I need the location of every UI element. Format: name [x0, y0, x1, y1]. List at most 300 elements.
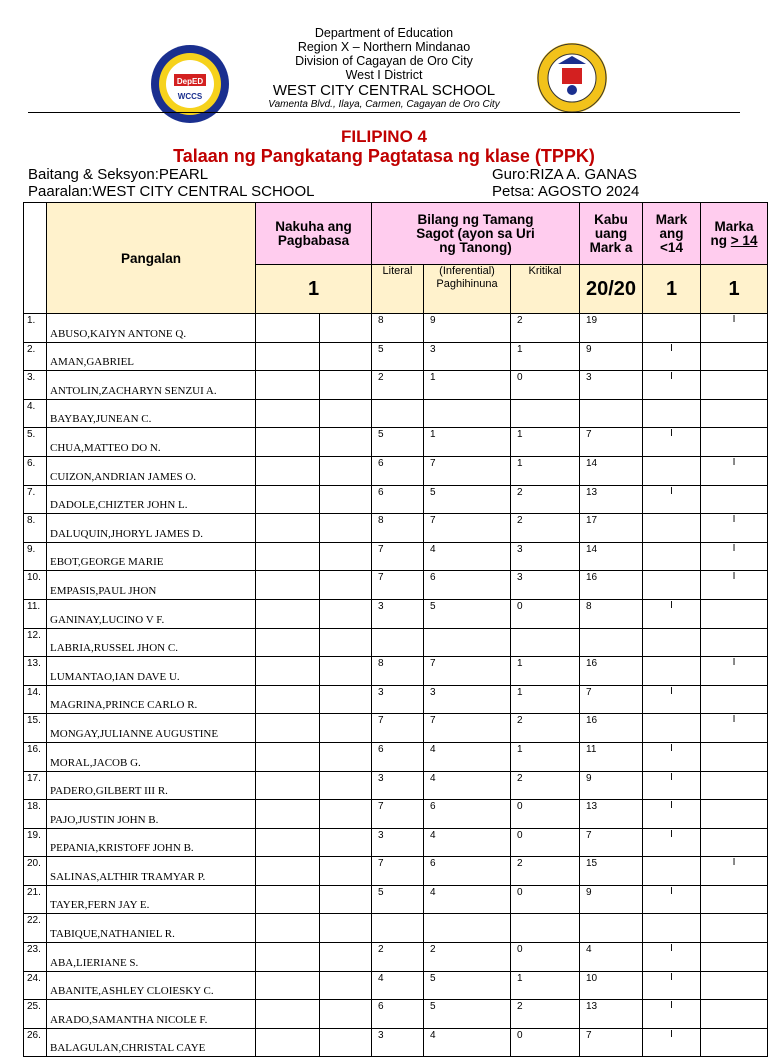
student-name: MAGRINA,PRINCE CARLO R.: [47, 685, 256, 714]
total-score: 7: [580, 428, 643, 457]
literal-score: 6: [372, 485, 424, 514]
inferential-score: 7: [424, 714, 511, 743]
total-score: [580, 399, 643, 428]
kritikal-score: 1: [511, 971, 580, 1000]
nakuha-cell-b: [320, 571, 372, 600]
mark-high-tick: [701, 428, 768, 457]
header-bilang: Bilang ng Tamang Sagot (ayon sa Uri ng Tanong): [372, 203, 580, 265]
literal-score: 7: [372, 542, 424, 571]
table-row: [24, 971, 768, 1000]
kritikal-score: 1: [511, 742, 580, 771]
table-row: [24, 571, 768, 600]
row-number: 20.: [24, 857, 47, 886]
literal-score: 3: [372, 685, 424, 714]
mark-high-tick: I: [701, 542, 768, 571]
nakuha-cell-a: [256, 456, 320, 485]
row-number: 3.: [24, 371, 47, 400]
mark-high-tick: [701, 628, 768, 657]
total-score: 11: [580, 742, 643, 771]
nakuha-cell-a: [256, 428, 320, 457]
table-row: [24, 456, 768, 485]
table-row: [24, 828, 768, 857]
kritikal-score: 1: [511, 657, 580, 686]
literal-score: 8: [372, 514, 424, 543]
mark-low-tick: [643, 628, 701, 657]
mark-high-tick: [701, 371, 768, 400]
mark-high-tick: [701, 885, 768, 914]
literal-score: 7: [372, 800, 424, 829]
total-score: 9: [580, 885, 643, 914]
kritikal-score: 2: [511, 485, 580, 514]
inferential-score: 5: [424, 1000, 511, 1029]
row-number: 19.: [24, 828, 47, 857]
student-name: TAYER,FERN JAY E.: [47, 885, 256, 914]
student-name: CHUA,MATTEO DO N.: [47, 428, 256, 457]
literal-score: 7: [372, 571, 424, 600]
kritikal-score: [511, 914, 580, 943]
table-row: [24, 943, 768, 972]
row-number: 7.: [24, 485, 47, 514]
inferential-score: [424, 914, 511, 943]
kritikal-score: 0: [511, 885, 580, 914]
student-name: TABIQUE,NATHANIEL R.: [47, 914, 256, 943]
nakuha-cell-a: [256, 885, 320, 914]
row-number: 11.: [24, 599, 47, 628]
header-kabuuan: Kabu uang Mark a: [580, 203, 643, 265]
nakuha-cell-a: [256, 857, 320, 886]
student-name: ARADO,SAMANTHA NICOLE F.: [47, 1000, 256, 1029]
student-name: AMAN,GABRIEL: [47, 342, 256, 371]
header-division: Division of Cagayan de Oro City: [295, 54, 473, 68]
mark-high-tick: I: [701, 514, 768, 543]
mark-low-tick: I: [643, 771, 701, 800]
inferential-score: 2: [424, 943, 511, 972]
mark-high-tick: I: [701, 857, 768, 886]
inferential-score: [424, 399, 511, 428]
row-number: 2.: [24, 342, 47, 371]
nakuha-cell-a: [256, 342, 320, 371]
mark-low-tick: I: [643, 943, 701, 972]
literal-score: 3: [372, 828, 424, 857]
total-score: 7: [580, 828, 643, 857]
nakuha-cell-a: [256, 685, 320, 714]
nakuha-cell-b: [320, 828, 372, 857]
kritikal-score: 0: [511, 800, 580, 829]
inferential-score: 3: [424, 342, 511, 371]
table-row: [24, 714, 768, 743]
mark-high-value: 1: [701, 265, 768, 314]
student-name: PAJO,JUSTIN JOHN B.: [47, 800, 256, 829]
row-number: 24.: [24, 971, 47, 1000]
nakuha-cell-a: [256, 571, 320, 600]
kritikal-score: 2: [511, 771, 580, 800]
nakuha-cell-a: [256, 914, 320, 943]
table-row: [24, 371, 768, 400]
table-row: [24, 657, 768, 686]
mark-low-tick: I: [643, 371, 701, 400]
nakuha-cell-a: [256, 628, 320, 657]
deped-seal-logo: [536, 42, 608, 114]
row-number: 17.: [24, 771, 47, 800]
total-score: 16: [580, 714, 643, 743]
total-score: 7: [580, 685, 643, 714]
mark-low-value: 1: [643, 265, 701, 314]
mark-low-tick: I: [643, 1000, 701, 1029]
sub-literal: Literal: [372, 265, 424, 314]
header-district: West I District: [345, 68, 423, 82]
total-score: 4: [580, 943, 643, 972]
inferential-score: 6: [424, 571, 511, 600]
nakuha-cell-b: [320, 771, 372, 800]
inferential-score: 3: [424, 685, 511, 714]
mark-high-tick: I: [701, 657, 768, 686]
table-row: [24, 742, 768, 771]
mark-low-tick: [643, 857, 701, 886]
table-row: [24, 914, 768, 943]
mark-low-tick: I: [643, 1028, 701, 1057]
table-row: [24, 1000, 768, 1029]
student-name: ANTOLIN,ZACHARYN SENZUI A.: [47, 371, 256, 400]
row-number: 5.: [24, 428, 47, 457]
nakuha-cell-a: [256, 314, 320, 343]
nakuha-cell-b: [320, 514, 372, 543]
mark-high-tick: [701, 342, 768, 371]
nakuha-cell-b: [320, 914, 372, 943]
total-score: 14: [580, 456, 643, 485]
nakuha-cell-b: [320, 742, 372, 771]
mark-low-tick: I: [643, 971, 701, 1000]
kritikal-score: 2: [511, 714, 580, 743]
table-row: [24, 1028, 768, 1057]
student-name: BAYBAY,JUNEAN C.: [47, 399, 256, 428]
mark-high-tick: [701, 971, 768, 1000]
kritikal-score: [511, 399, 580, 428]
mark-high-tick: [701, 771, 768, 800]
mark-high-tick: I: [701, 456, 768, 485]
header-region: Region X – Northern Mindanao: [297, 40, 471, 54]
nakuha-cell-a: [256, 800, 320, 829]
row-number: 13.: [24, 657, 47, 686]
mark-low-tick: [643, 571, 701, 600]
assessment-table: [23, 202, 768, 1057]
literal-score: 5: [372, 885, 424, 914]
student-name: ABUSO,KAIYN ANTONE Q.: [47, 314, 256, 343]
header-nakuha: Nakuha ang Pagbabasa: [256, 203, 372, 265]
table-row: [24, 628, 768, 657]
literal-score: 7: [372, 857, 424, 886]
student-name: DADOLE,CHIZTER JOHN L.: [47, 485, 256, 514]
inferential-score: 4: [424, 1028, 511, 1057]
kritikal-score: [511, 628, 580, 657]
kritikal-score: 0: [511, 943, 580, 972]
student-name: PEPANIA,KRISTOFF JOHN B.: [47, 828, 256, 857]
nakuha-cell-a: [256, 657, 320, 686]
total-score: 9: [580, 342, 643, 371]
literal-score: 8: [372, 314, 424, 343]
nakuha-cell-a: [256, 742, 320, 771]
table-row: [24, 599, 768, 628]
table-row: [24, 800, 768, 829]
mark-low-tick: I: [643, 428, 701, 457]
sub-kritikal: Kritikal: [511, 265, 580, 314]
table-row: [24, 771, 768, 800]
inferential-score: 1: [424, 371, 511, 400]
kritikal-score: 3: [511, 571, 580, 600]
inferential-score: 4: [424, 542, 511, 571]
mark-low-tick: I: [643, 485, 701, 514]
inferential-score: 6: [424, 800, 511, 829]
nakuha-cell-a: [256, 1000, 320, 1029]
nakuha-cell-a: [256, 371, 320, 400]
kritikal-score: 2: [511, 1000, 580, 1029]
student-name: GANINAY,LUCINO V F.: [47, 599, 256, 628]
nakuha-cell-a: [256, 399, 320, 428]
kritikal-score: 1: [511, 428, 580, 457]
total-score: [580, 628, 643, 657]
table-row: [24, 399, 768, 428]
nakuha-cell-b: [320, 857, 372, 886]
total-score: 19: [580, 314, 643, 343]
mark-low-tick: [643, 314, 701, 343]
table-row: [24, 542, 768, 571]
mark-high-tick: [701, 800, 768, 829]
svg-text:WCCS: WCCS: [177, 92, 203, 101]
inferential-score: 4: [424, 742, 511, 771]
inferential-score: 4: [424, 885, 511, 914]
total-score: 13: [580, 800, 643, 829]
mark-low-tick: [643, 714, 701, 743]
total-score: 15: [580, 857, 643, 886]
total-score: 13: [580, 485, 643, 514]
inferential-score: 4: [424, 771, 511, 800]
nakuha-cell-b: [320, 456, 372, 485]
mark-low-tick: [643, 657, 701, 686]
mark-low-tick: [643, 914, 701, 943]
nakuha-cell-b: [320, 714, 372, 743]
report-title: Talaan ng Pangkatang Pagtatasa ng klase (TPPK): [173, 146, 595, 166]
inferential-score: 7: [424, 657, 511, 686]
header-number-column: [24, 203, 47, 314]
total-score: 9: [580, 771, 643, 800]
nakuha-cell-b: [320, 685, 372, 714]
header-address: Vamenta Blvd., Ilaya, Carmen, Cagayan de Oro City: [268, 99, 500, 110]
header-department: Department of Education: [314, 26, 454, 40]
mark-high-tick: I: [701, 571, 768, 600]
inferential-score: 9: [424, 314, 511, 343]
header-divider: [28, 112, 740, 113]
kritikal-score: 0: [511, 371, 580, 400]
literal-score: 7: [372, 714, 424, 743]
nakuha-cell-b: [320, 657, 372, 686]
mark-high-tick: I: [701, 314, 768, 343]
student-name: ABANITE,ASHLEY CLOIESKY C.: [47, 971, 256, 1000]
row-number: 15.: [24, 714, 47, 743]
mark-high-tick: [701, 1000, 768, 1029]
mark-high-tick: [701, 914, 768, 943]
mark-low-tick: [643, 514, 701, 543]
row-number: 6.: [24, 456, 47, 485]
table-row: [24, 485, 768, 514]
student-name: ABA,LIERIANE S.: [47, 943, 256, 972]
literal-score: 3: [372, 1028, 424, 1057]
total-score: 17: [580, 514, 643, 543]
literal-score: 5: [372, 342, 424, 371]
row-number: 26.: [24, 1028, 47, 1057]
literal-score: 2: [372, 371, 424, 400]
nakuha-cell-a: [256, 971, 320, 1000]
student-name: EBOT,GEORGE MARIE: [47, 542, 256, 571]
student-name: LABRIA,RUSSEL JHON C.: [47, 628, 256, 657]
total-score: 3: [580, 371, 643, 400]
mark-low-tick: I: [643, 828, 701, 857]
literal-score: 6: [372, 742, 424, 771]
header-school-name: WEST CITY CENTRAL SCHOOL: [272, 82, 496, 99]
literal-score: 4: [372, 971, 424, 1000]
table-row: [24, 314, 768, 343]
literal-score: 8: [372, 657, 424, 686]
nakuha-cell-b: [320, 885, 372, 914]
row-number: 14.: [24, 685, 47, 714]
total-score: 13: [580, 1000, 643, 1029]
school-label: Paaralan:WEST CITY CENTRAL SCHOOL: [28, 183, 315, 200]
mark-high-tick: [701, 943, 768, 972]
date-label: Petsa: AGOSTO 2024: [492, 183, 640, 200]
nakuha-cell-b: [320, 399, 372, 428]
mark-high-tick: [701, 485, 768, 514]
row-number: 8.: [24, 514, 47, 543]
student-name: BALAGULAN,CHRISTAL CAYE: [47, 1028, 256, 1057]
total-score: 14: [580, 542, 643, 571]
total-score: 16: [580, 571, 643, 600]
mark-high-tick: [701, 828, 768, 857]
literal-score: 2: [372, 943, 424, 972]
mark-low-tick: [643, 456, 701, 485]
nakuha-cell-b: [320, 628, 372, 657]
nakuha-cell-a: [256, 943, 320, 972]
mark-low-tick: I: [643, 599, 701, 628]
literal-score: 3: [372, 771, 424, 800]
header-name: Pangalan: [47, 203, 256, 314]
nakuha-cell-b: [320, 1000, 372, 1029]
student-name: EMPASIS,PAUL JHON: [47, 571, 256, 600]
teacher-label: Guro:RIZA A. GANAS: [492, 166, 638, 183]
inferential-score: 1: [424, 428, 511, 457]
inferential-score: 5: [424, 599, 511, 628]
svg-text:DepED: DepED: [176, 77, 204, 86]
nakuha-cell-b: [320, 371, 372, 400]
total-score: 8: [580, 599, 643, 628]
kritikal-score: 1: [511, 342, 580, 371]
sub-inferential: (Inferential) Paghihinuna: [424, 265, 511, 314]
nakuha-cell-a: [256, 771, 320, 800]
nakuha-cell-b: [320, 485, 372, 514]
literal-score: [372, 399, 424, 428]
row-number: 9.: [24, 542, 47, 571]
inferential-score: 5: [424, 971, 511, 1000]
total-score: 7: [580, 1028, 643, 1057]
mark-high-tick: [701, 399, 768, 428]
kritikal-score: 1: [511, 685, 580, 714]
mark-low-tick: [643, 399, 701, 428]
nakuha-cell-b: [320, 314, 372, 343]
literal-score: 5: [372, 428, 424, 457]
nakuha-cell-a: [256, 714, 320, 743]
nakuha-cell-b: [320, 800, 372, 829]
inferential-score: 7: [424, 456, 511, 485]
student-name: SALINAS,ALTHIR TRAMYAR P.: [47, 857, 256, 886]
student-name: PADERO,GILBERT III R.: [47, 771, 256, 800]
total-score: 16: [580, 657, 643, 686]
table-row: [24, 428, 768, 457]
literal-score: 6: [372, 456, 424, 485]
literal-score: [372, 628, 424, 657]
nakuha-cell-b: [320, 599, 372, 628]
nakuha-value: 1: [256, 265, 372, 314]
row-number: 25.: [24, 1000, 47, 1029]
literal-score: 3: [372, 599, 424, 628]
row-number: 16.: [24, 742, 47, 771]
nakuha-cell-a: [256, 514, 320, 543]
inferential-score: 6: [424, 857, 511, 886]
table-row: [24, 514, 768, 543]
student-name: CUIZON,ANDRIAN JAMES O.: [47, 456, 256, 485]
total-score-value: 20/20: [580, 265, 643, 314]
table-row: [24, 857, 768, 886]
kritikal-score: 2: [511, 514, 580, 543]
student-name: MORAL,JACOB G.: [47, 742, 256, 771]
nakuha-cell-a: [256, 599, 320, 628]
mark-low-tick: I: [643, 885, 701, 914]
kritikal-score: 3: [511, 542, 580, 571]
row-number: 21.: [24, 885, 47, 914]
nakuha-cell-a: [256, 542, 320, 571]
row-number: 4.: [24, 399, 47, 428]
mark-low-tick: I: [643, 685, 701, 714]
row-number: 18.: [24, 800, 47, 829]
mark-high-tick: I: [701, 714, 768, 743]
header-mark-low: Mark ang <14: [643, 203, 701, 265]
nakuha-cell-b: [320, 1028, 372, 1057]
literal-score: 6: [372, 1000, 424, 1029]
total-score: [580, 914, 643, 943]
inferential-score: 7: [424, 514, 511, 543]
student-name: DALUQUIN,JHORYL JAMES D.: [47, 514, 256, 543]
total-score: 10: [580, 971, 643, 1000]
nakuha-cell-a: [256, 828, 320, 857]
mark-low-tick: [643, 542, 701, 571]
row-number: 12.: [24, 628, 47, 657]
kritikal-score: 0: [511, 599, 580, 628]
nakuha-cell-b: [320, 971, 372, 1000]
mark-high-tick: [701, 599, 768, 628]
row-number: 22.: [24, 914, 47, 943]
kritikal-score: 2: [511, 857, 580, 886]
row-number: 23.: [24, 943, 47, 972]
literal-score: [372, 914, 424, 943]
nakuha-cell-b: [320, 542, 372, 571]
kritikal-score: 2: [511, 314, 580, 343]
mark-high-tick: [701, 1028, 768, 1057]
table-row: [24, 685, 768, 714]
nakuha-cell-b: [320, 943, 372, 972]
student-name: MONGAY,JULIANNE AUGUSTINE: [47, 714, 256, 743]
grade-section-label: Baitang & Seksyon:PEARL: [28, 166, 209, 183]
kritikal-score: 1: [511, 456, 580, 485]
header-mark-high: Marka ng > 14: [701, 203, 768, 265]
nakuha-cell-a: [256, 1028, 320, 1057]
mark-low-tick: I: [643, 800, 701, 829]
nakuha-cell-b: [320, 428, 372, 457]
